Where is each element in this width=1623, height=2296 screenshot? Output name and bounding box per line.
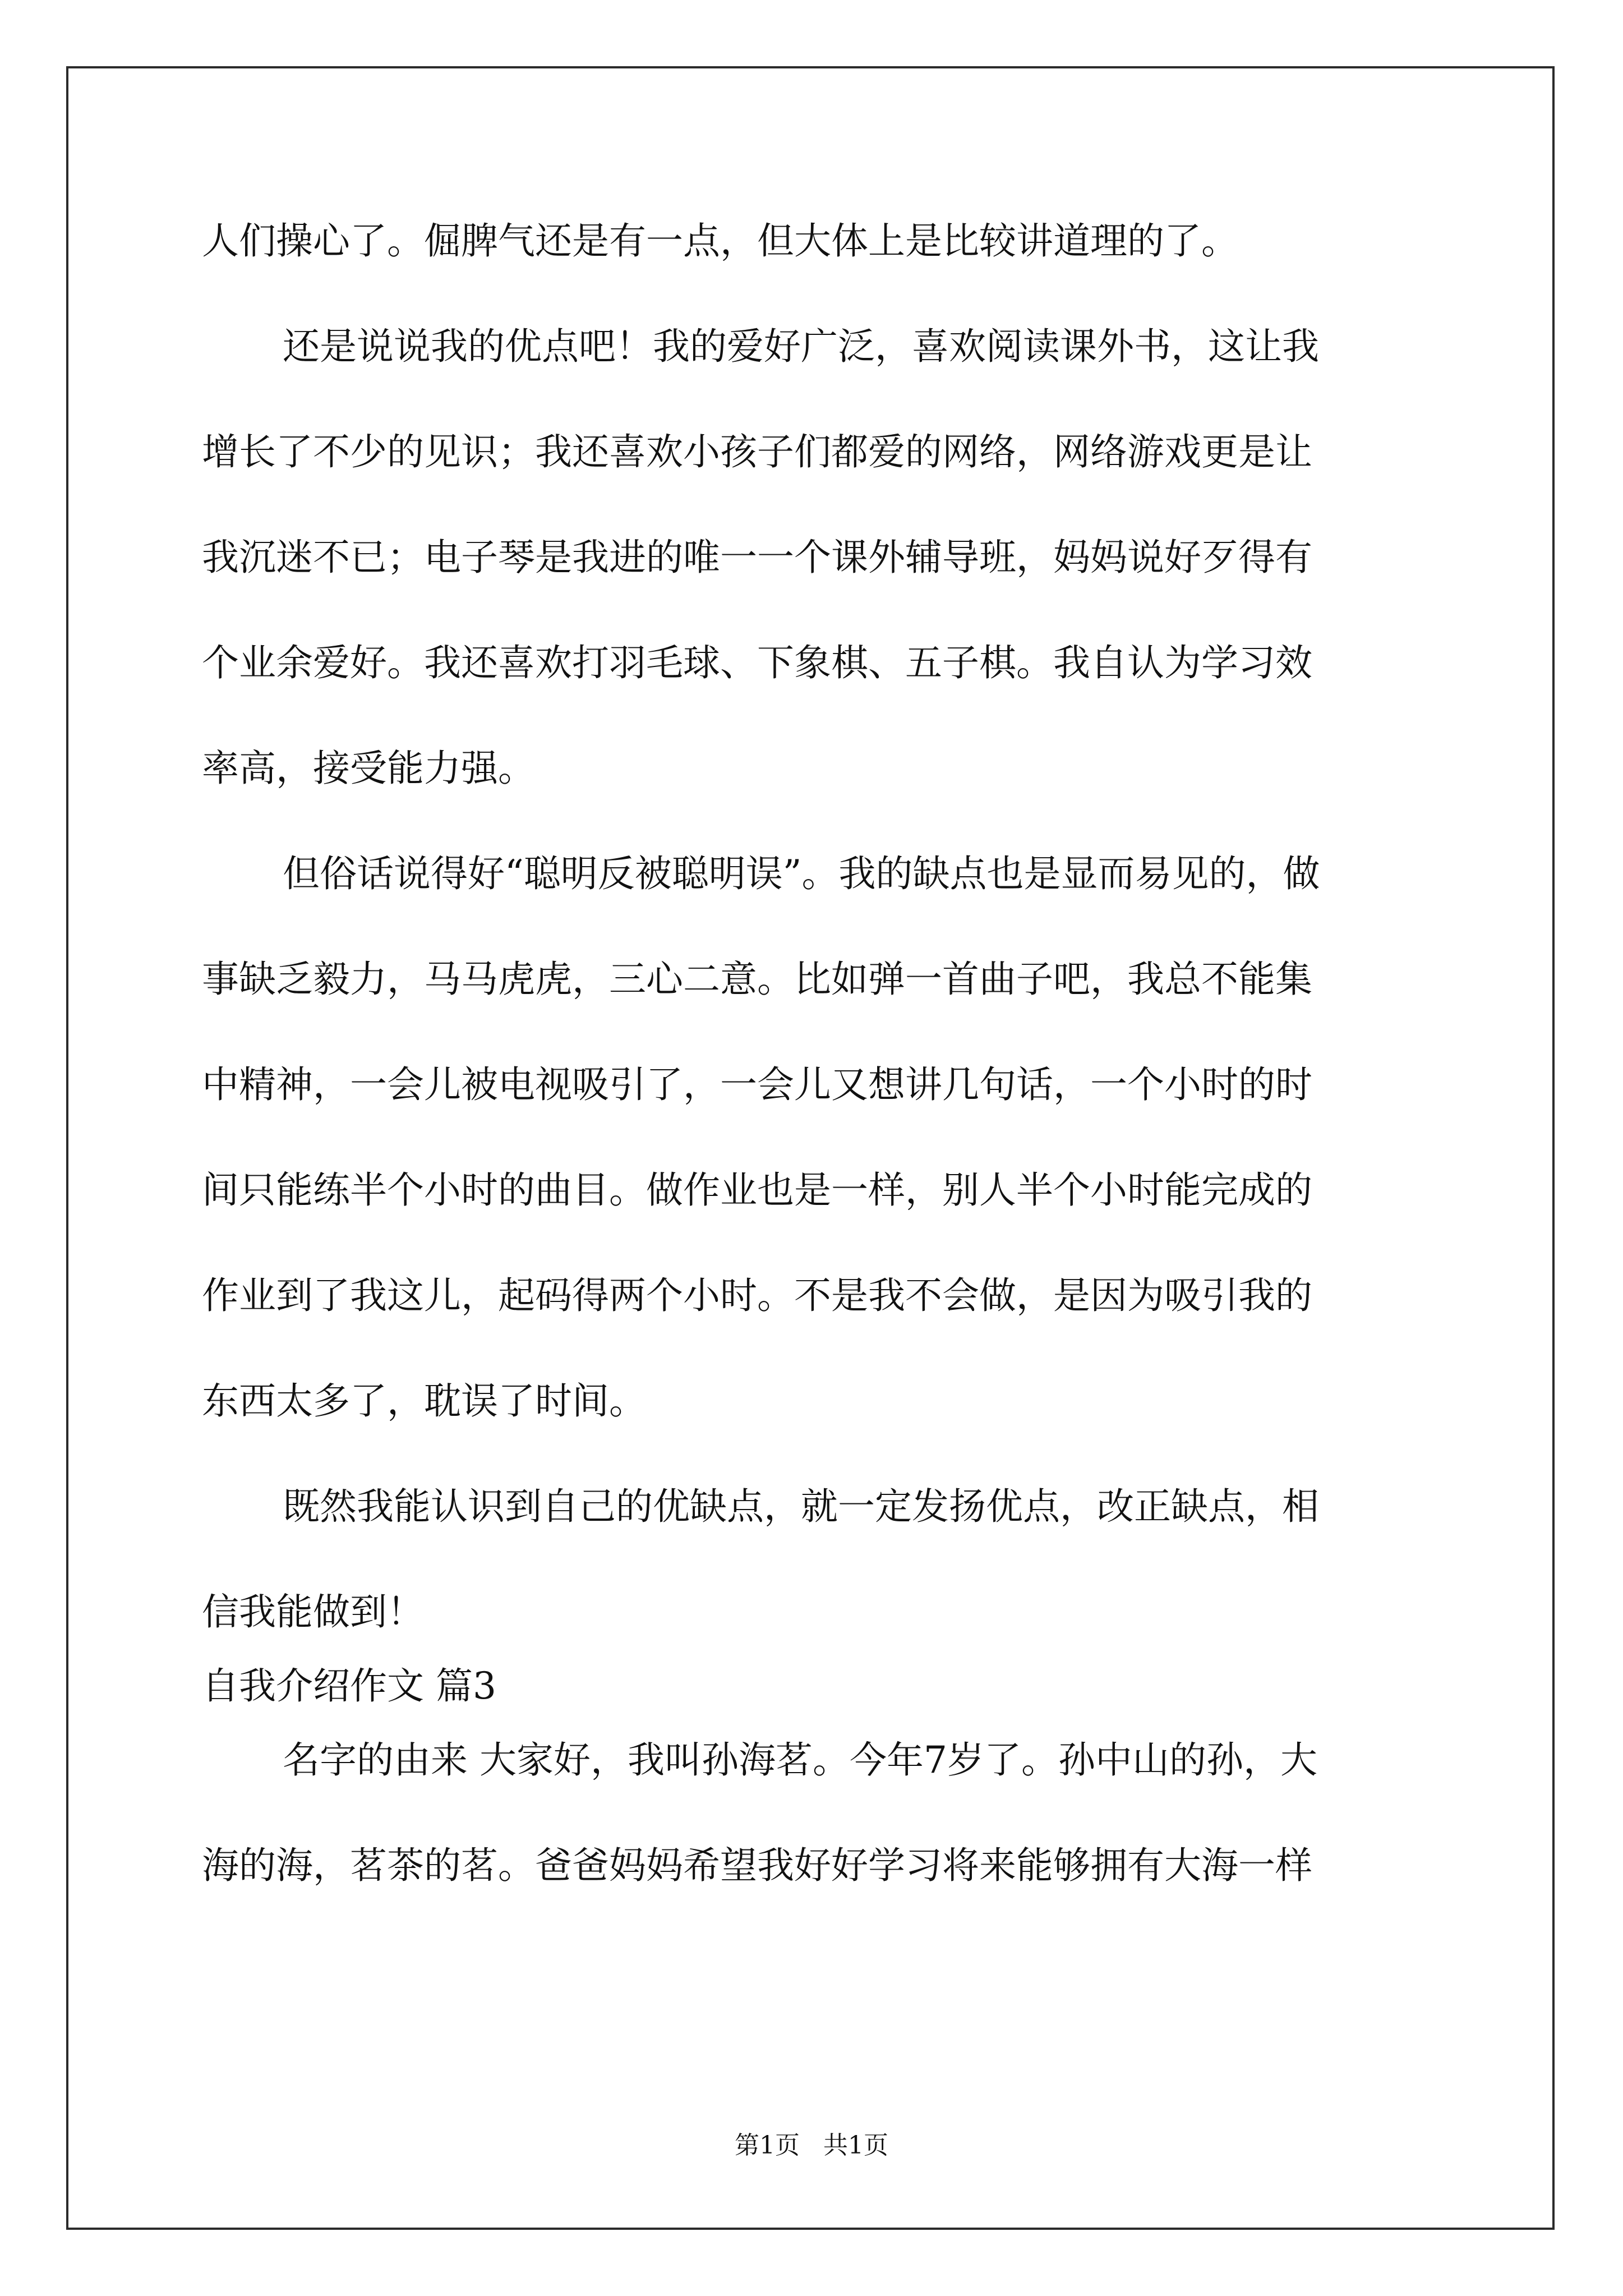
text-line: 人们操心了。倔脾气还是有一点，但大体上是比较讲道理的了。 bbox=[202, 219, 1238, 263]
text-line: 率高，接受能力强。 bbox=[202, 747, 535, 790]
paragraph-start: 名字的由来 大家好，我叫孙海茗。今年7岁了。孙中山的孙，大 bbox=[283, 1738, 1317, 1782]
paragraph-start: 既然我能认识到自己的优缺点，就一定发扬优点，改正缺点，相 bbox=[283, 1485, 1319, 1528]
section-heading: 自我介绍作文 篇3 bbox=[202, 1664, 496, 1708]
text-line: 信我能做到！ bbox=[202, 1590, 424, 1634]
page-footer: 第1页 共1页 bbox=[735, 2131, 888, 2160]
text-line: 增长了不少的见识；我还喜欢小孩子们都爱的网络，网络游戏更是让 bbox=[202, 430, 1312, 473]
text-line: 间只能练半个小时的曲目。做作业也是一样，别人半个小时能完成的 bbox=[202, 1168, 1312, 1212]
text-line: 海的海，茗茶的茗。爸爸妈妈希望我好好学习将来能够拥有大海一样 bbox=[202, 1844, 1312, 1887]
text-line: 个业余爱好。我还喜欢打羽毛球、下象棋、五子棋。我自认为学习效 bbox=[202, 641, 1312, 684]
document-body bbox=[202, 217, 1424, 1947]
text-line: 中精神，一会儿被电视吸引了，一会儿又想讲几句话，一个小时的时 bbox=[202, 1063, 1312, 1106]
text-line: 东西太多了，耽误了时间。 bbox=[202, 1379, 646, 1423]
text-line: 作业到了我这儿，起码得两个小时。不是我不会做，是因为吸引我的 bbox=[202, 1274, 1312, 1317]
text-line: 事缺乏毅力，马马虎虎，三心二意。比如弹一首曲子吧，我总不能集 bbox=[202, 958, 1312, 1001]
paragraph-start: 但俗话说得好“聪明反被聪明误”。我的缺点也是显而易见的，做 bbox=[283, 852, 1320, 895]
paragraph-start: 还是说说我的优点吧！我的爱好广泛，喜欢阅读课外书，这让我 bbox=[283, 325, 1319, 368]
text-line: 我沉迷不已；电子琴是我进的唯一一个课外辅导班，妈妈说好歹得有 bbox=[202, 536, 1312, 579]
